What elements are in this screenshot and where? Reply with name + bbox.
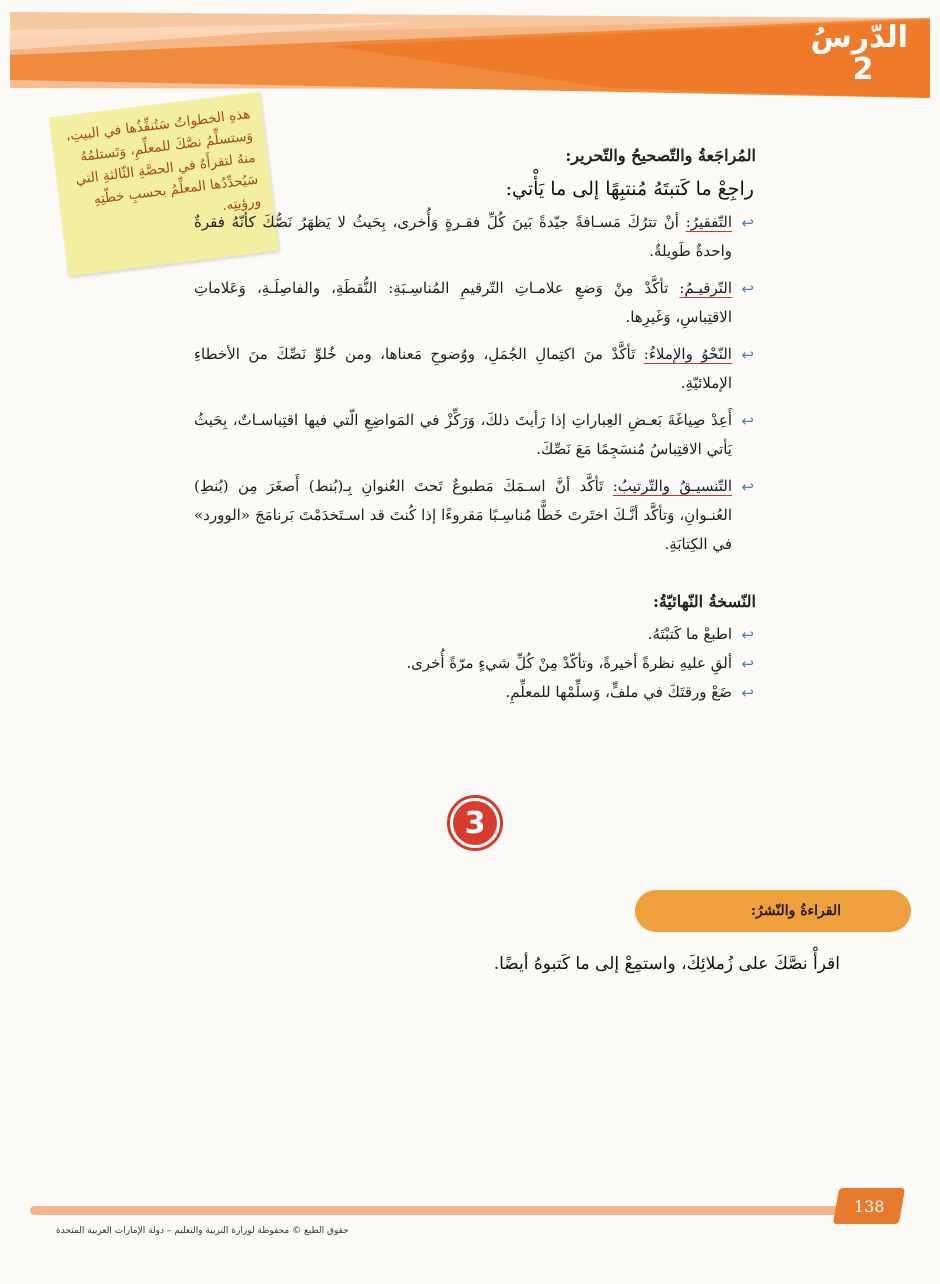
arrow-bullet-icon: ↩ xyxy=(741,626,754,644)
review-item xyxy=(194,406,754,464)
review-item-text: تَأكَّد أنَّ اسـمَكَ مَطبوعٌ تَحتَ العُنوانِ بِـ(بُنط) أَصغَرَ مِن (بُنطِ) العُنـوانِ، وَتأكَّد أنَّـكَ اختَرتَ خَطًّا مُناسِـبًا مَقروءًا إذا كُنتَ قد اسـتَخدَمْتَ بَرنامَجَ «الوورد» في الكِتابَةِ. xyxy=(194,477,732,553)
review-item-text: تأكَّدْ مِنْ وَضعِ علامـاتِ التّرقيمِ المُناسِـبَةِ: النُّقطَةِ، والفاصِلَـةِ، وَعَلاماتِ الاقتِباسِ، وَغَيرِها. xyxy=(194,279,732,326)
page-number-text: 138 xyxy=(853,1196,885,1216)
final-item xyxy=(194,649,754,678)
reading-text: اقرأْ نصَّكَ على زُملائِكَ، واستمِعْ إلى ما كَتبوهُ أيضًا. xyxy=(493,954,840,974)
review-list xyxy=(194,208,754,559)
review-item-text: أنْ تترُكَ مَسـافةً جيّدةً بَينَ كُلِّ فقـرةٍ وَأُخرى، بِحَيثُ لا يَظهَرُ نَصُّكَ كأنّهُ فقرةٌ واحدةٌ طَويلةٌ. xyxy=(194,213,732,260)
review-item-text: تَأكَّدْ منَ اكتِمالِ الجُمَلِ، ووُضوحِ مَعناها، ومن خُلوِّ نَصِّكَ منَ الأخطاءِ الإملائيّةِ. xyxy=(194,345,732,392)
lesson-word: الدّرسُ xyxy=(810,20,908,55)
footer-rule xyxy=(0,1196,940,1226)
final-item-text: ألقِ عليهِ نظرةً أخيرةً، وتأكّدْ مِنْ كُلِّ شيءٍ مرّةً أُخرى. xyxy=(406,654,732,672)
review-intro: راجِعْ ما كَتبتَهُ مُنتبِهًا إلى ما يَأْتي: xyxy=(505,178,754,200)
review-item xyxy=(194,340,754,398)
review-item-keyword: النّحْوُ والإملاءُ: xyxy=(643,345,732,363)
review-item xyxy=(194,274,754,332)
final-list xyxy=(194,620,754,707)
reading-heading: القراءةُ والنّشرُ: xyxy=(750,903,841,919)
review-item-keyword: التّنسيـقُ والتّرتيبُ: xyxy=(612,477,732,495)
page-number xyxy=(833,1188,905,1224)
step-number: 3 xyxy=(453,801,497,845)
header-band xyxy=(0,0,940,110)
arrow-bullet-icon: ↩ xyxy=(741,412,754,430)
final-item-text: ضَعْ ورقتَكَ في ملفٍّ، وَسلِّمْها للمعلِّمِ. xyxy=(505,683,732,701)
sticky-note: هذهِ الخطواتُ سَتُنفِّذُها في البيتِ، وَستسلِّمُ نصَّكَ للمعلِّمِ، وَتَستلمُهُ منهُ لتقرأَهُ في الحصَّةِ الثّالثةِ التي سَيُحدِّدُها المعلِّمُ بحسبِ خطّتِهِ ورؤيتِه. xyxy=(49,92,279,277)
final-item xyxy=(194,678,754,707)
review-heading: المُراجَعةُ والتّصحيحُ والتّحرير: xyxy=(565,146,756,165)
final-item xyxy=(194,620,754,649)
step-number-badge xyxy=(447,795,503,851)
review-item xyxy=(194,472,754,559)
final-item-text: اطبعْ ما كَتبْتَهُ. xyxy=(647,625,732,643)
arrow-bullet-icon: ↩ xyxy=(741,478,754,496)
review-item-text: أَعِدْ صِياغَةَ بَعـضِ العِباراتِ إذا رَأيتَ ذلكَ، وَرَكِّزْ في المَواضِعِ الّتي فيها اقتِباسـاتٌ، بِحَيثُ يَأتي الاقتِباسُ مُنسَجِمًا مَعَ نَصِّكَ. xyxy=(194,411,732,458)
review-item-keyword: التّفقيرُ: xyxy=(685,213,732,231)
arrow-bullet-icon: ↩ xyxy=(741,346,754,364)
arrow-bullet-icon: ↩ xyxy=(741,684,754,702)
arrow-bullet-icon: ↩ xyxy=(741,280,754,298)
review-item xyxy=(194,208,754,266)
lesson-number: 2 xyxy=(852,51,874,87)
review-item-keyword: التّرقيـمُ: xyxy=(679,279,732,297)
arrow-bullet-icon: ↩ xyxy=(741,214,754,232)
copyright: حقوق الطبع © محفوظة لوزارة التربية والتعليم – دولة الإمارات العربية المتحدة xyxy=(56,1226,349,1236)
reading-heading-pill xyxy=(635,890,911,932)
arrow-bullet-icon: ↩ xyxy=(741,655,754,673)
final-heading: النّسخةُ النّهائيّةُ: xyxy=(652,592,756,611)
lesson-label xyxy=(810,20,908,87)
